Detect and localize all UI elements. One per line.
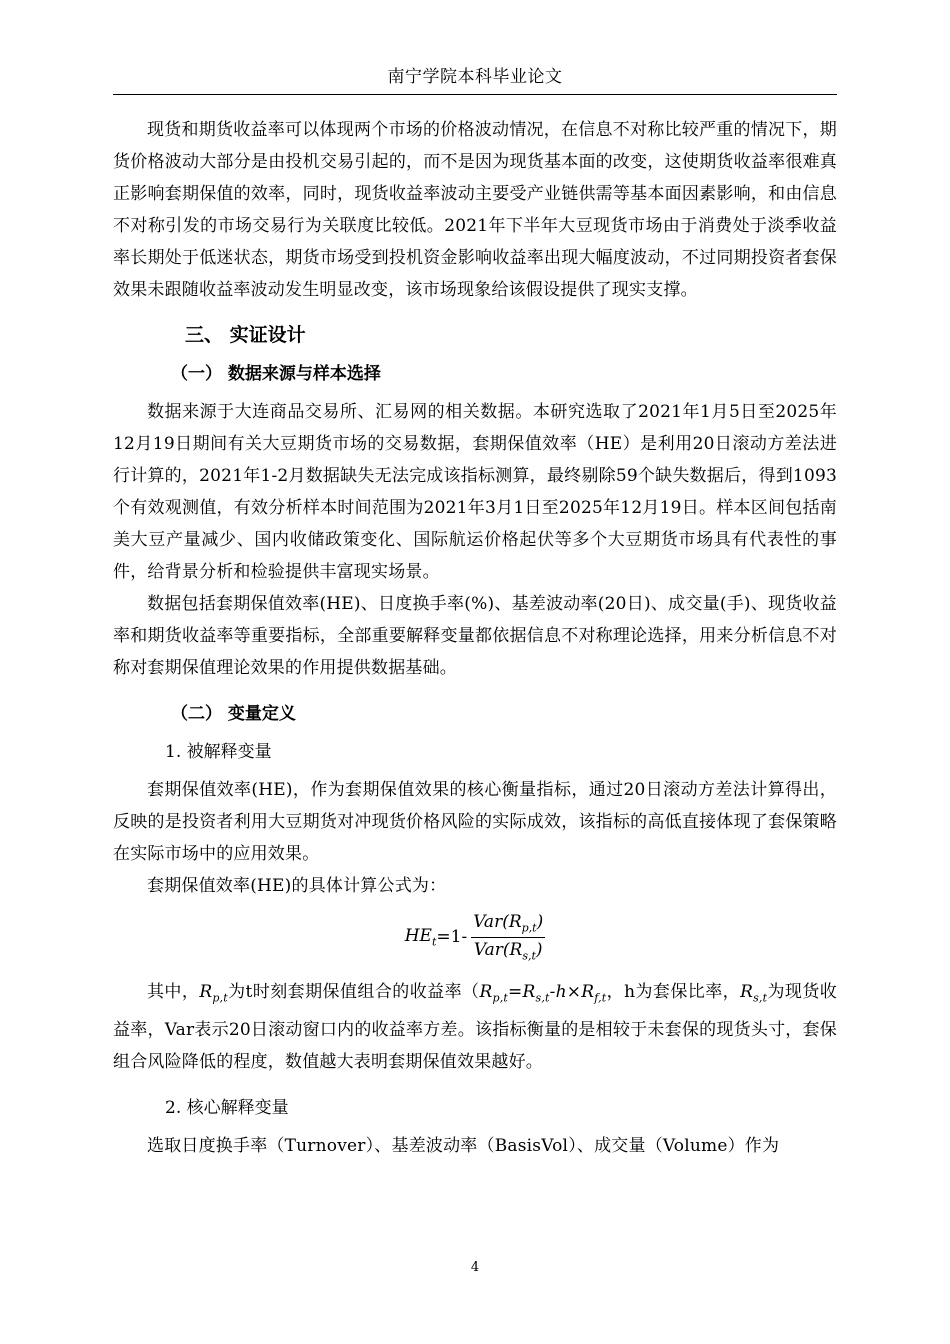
paragraph: 套期保值效率(HE)的具体计算公式为：: [147, 876, 447, 896]
section-heading: 三、 实证设计: [185, 324, 306, 346]
formula-denominator: $Var(R_{s,t})$: [473, 939, 543, 962]
inline-math: $R_{p,t}$: [199, 982, 228, 1005]
page-header: [113, 62, 837, 95]
header-title: 南宁学院本科毕业论文: [387, 67, 563, 87]
paragraph: 套期保值效率(HE)，作为套期保值效果的核心衡量指标，通过20日滚动方差法计算得出，反映的是投资者利用大豆期货对冲现货价格风险的实际成效，该指标的高低直接体现了套保策略在实际市场中的应用效果。: [113, 780, 837, 864]
paragraph: 数据包括套期保值效率(HE)、日度换手率(%)、基差波动率(20日)、成交量(手)、现货收益率和期货收益率等重要指标，全部重要解释变量都依据信息不对称理论选择，用来分析信息不对称对套期保值理论效果的作用提供数据基础。: [113, 594, 837, 678]
subsubsection-heading: 1. 被解释变量: [165, 742, 272, 762]
formula-numerator: $Var(R_{p,t})$: [471, 912, 545, 937]
formula-lhs: $HE_t$: [404, 925, 437, 949]
paragraph: 其中，$R_{p,t}$为t时刻套期保值组合的收益率（$R_{p,t}=R_{s,t}-h\times R_{f,t}$，h为套保比率，$R_{s,t}$为现货收益率，Var表示20日滚动窗口内的收益率方差。该指标衡量的是相较于未套保的现货头寸，套保组合风险降低的程度，数值越大表明套期保值效果越好。: [113, 982, 837, 1073]
formula-fraction: [471, 912, 545, 962]
paragraph: 选取日度换手率（Turnover）、基差波动率（BasisVol）、成交量（Volume）作为: [147, 1136, 780, 1157]
page-number: 4: [470, 1260, 480, 1275]
page-body: [113, 114, 837, 1162]
formula-eq: =1-: [436, 927, 468, 947]
he-formula: [113, 906, 837, 968]
inline-math: $R_{p,t}=R_{s,t}-h\times R_{f,t}$: [479, 982, 607, 1005]
subsection-heading: （一） 数据来源与样本选择: [171, 364, 381, 384]
inline-math: $R_{s,t}$: [740, 982, 768, 1005]
subsubsection-heading: 2. 核心解释变量: [165, 1098, 289, 1119]
paragraph: 数据来源于大连商品交易所、汇易网的相关数据。本研究选取了2021年1月5日至2025年12月19日期间有关大豆期货市场的交易数据，套期保值效率（HE）是利用20日滚动方差法进行计算的，2021年1-2月数据缺失无法完成该指标测算，最终剔除59个缺失数据后，得到1093个有效观测值，有效分析样本时间范围为2021年3月1日至2025年12月19日。样本区间包括南美大豆产量减少、国内收储政策变化、国际航运价格起伏等多个大豆期货市场具有代表性的事件，给背景分析和检验提供丰富现实场景。: [113, 402, 837, 582]
paragraph: 现货和期货收益率可以体现两个市场的价格波动情况，在信息不对称比较严重的情况下，期货价格波动大部分是由投机交易引起的，而不是因为现货基本面的改变，这使期货收益率很难真正影响套期保值的效率，同时，现货收益率波动主要受产业链供需等基本面因素影响，和由信息不对称引发的市场交易行为关联度比较低。2021年下半年大豆现货市场由于消费处于淡季收益率长期处于低迷状态，期货市场受到投机资金影响收益率出现大幅度波动，不过同期投资者套保效果未跟随收益率波动发生明显改变，该市场现象给该假设提供了现实支撑。: [113, 120, 837, 300]
subsection-heading: （二） 变量定义: [171, 704, 296, 724]
